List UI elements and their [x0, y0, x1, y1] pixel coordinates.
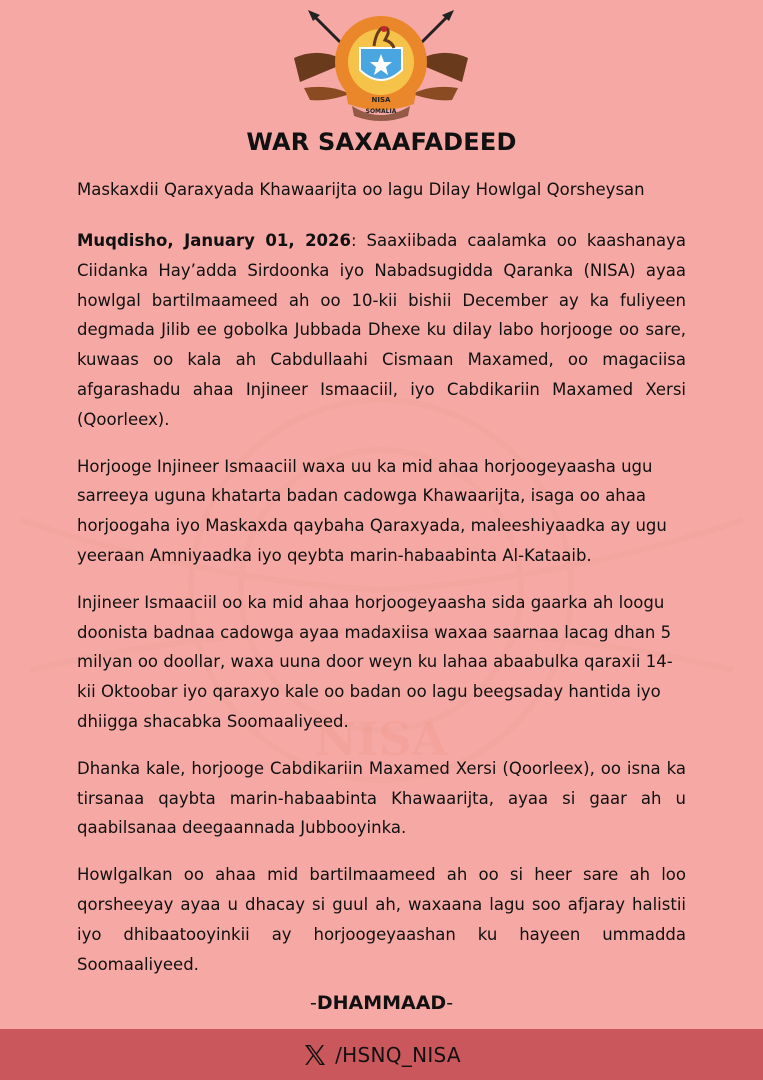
paragraph-1 — [77, 226, 686, 435]
closing-dash-left: - — [309, 992, 317, 1014]
nisa-emblem-icon — [290, 6, 472, 124]
social-handle[interactable]: /HSNQ_NISA — [335, 1042, 461, 1067]
logo-acronym: NISA — [371, 96, 391, 104]
paragraph-3: Injineer Ismaaciil oo ka mid ahaa horjoogeyaasha sida gaarka ah loogu doonista badnaa cadowga ayaa madaxiisa waxaa saarnaa lacag dhan 5 milyan oo doollar, waxa uuna door weyn ku lahaa abaabulka qaraxii 14-kii Oktoobar iyo qaraxyo kale oo badan oo lagu beegsaday hantida iyo dhiigga shacabka Soomaaliyeed. — [77, 592, 673, 731]
closing-word: DHAMMAAD — [316, 992, 447, 1014]
paragraph-5: Howlgalkan oo ahaa mid bartilmaameed ah oo si heer sare ah loo qorsheeyay ayaa u dhacay si guul ah, waxaana lagu soo afjaray halistii iyo dhibaatooyinkii ay horjoogeyaashan ku hayeen ummadda Soomaaliyeed. — [77, 865, 686, 974]
page-subtitle: Maskaxdii Qaraxyada Khawaarijta oo lagu Dilay Howlgal Qorsheysan — [77, 180, 645, 199]
dateline: Muqdisho, January 01, 2026 — [77, 231, 351, 250]
closing-mark — [0, 990, 763, 1016]
nisa-logo — [290, 6, 472, 124]
paragraph-4: Dhanka kale, horjooge Cabdikariin Maxamed Xersi (Qoorleex), oo isna ka tirsanaa qaybta marin-habaabinta Khawaarijta, ayaa si gaar ah u qaabilsanaa deegaannada Jubbooyinka. — [77, 758, 686, 838]
paragraph-1-text: : Saaxiibada caalamka oo kaashanaya Ciidanka Hay’adda Sirdoonka iyo Nabadsugidda Qaranka (NISA) ayaa howlgal bartilmaameed ah oo 10-kii bishii December ay ka fuliyeen degmada Jilib ee gobolka Jubbada Dhexe ku dilay labo horjooge oo sare, kuwaas oo kala ah Cabdullaahi Cismaan Maxamed, oo magaciisa afgarashadu ahaa Injineer Ismaaciil, iyo Cabdikariin Maxamed Xersi (Qoorleex). — [77, 231, 686, 429]
paragraph-2: Horjooge Injineer Ismaaciil waxa uu ka mid ahaa horjoogeyaasha ugu sarreeya uguna khatarta badan cadowga Khawaarijta, isaga oo ahaa horjoogaha iyo Maskaxda qaybaha Qaraxyada, maleeshiyaadka ay ugu yeeraan Amniyaadka iyo qeybta marin-habaabinta Al-Kataaib. — [77, 456, 667, 565]
closing-dash-right: - — [446, 992, 454, 1014]
page-title: WAR SAXAAFADEED — [246, 128, 517, 156]
x-logo-icon[interactable] — [302, 1043, 328, 1067]
press-release-body — [77, 226, 686, 996]
footer-bar — [0, 1029, 763, 1080]
watermark-text: NISA — [314, 712, 448, 766]
logo-country: SOMALIA — [365, 108, 397, 115]
